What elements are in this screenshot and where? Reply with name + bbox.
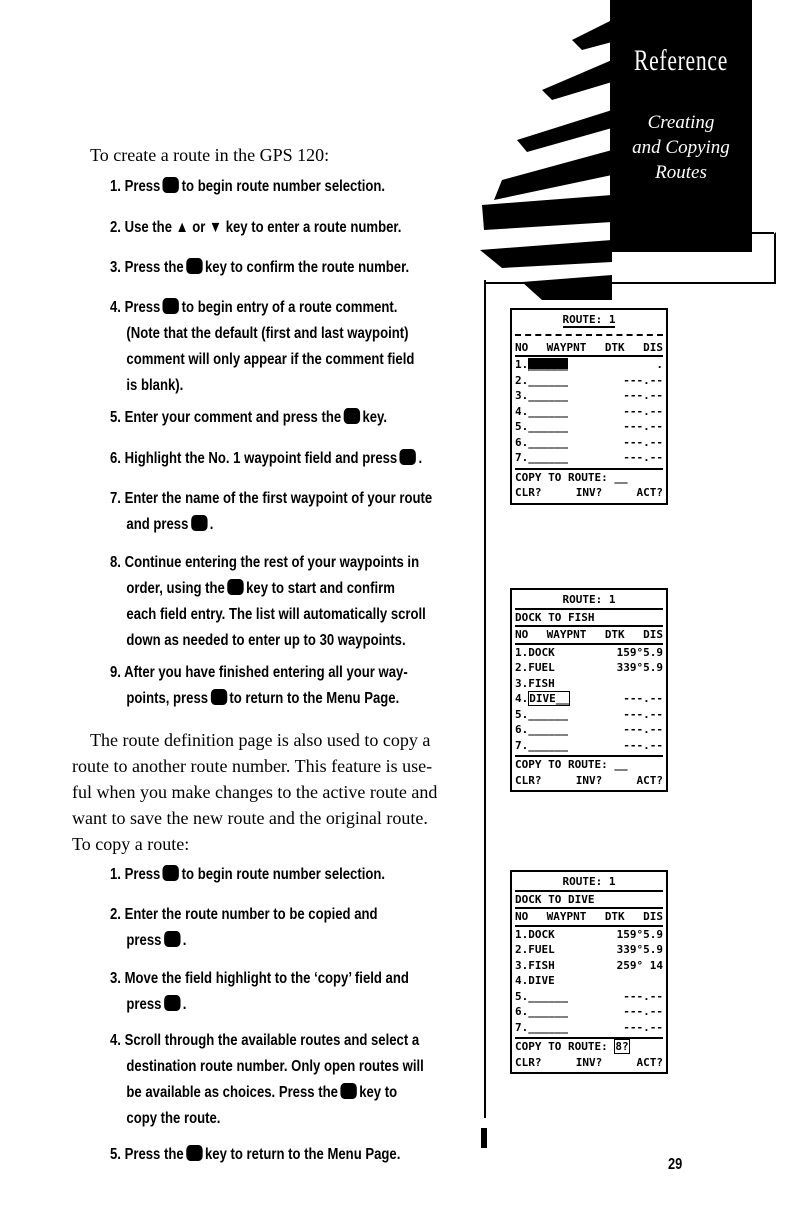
- page-number: 29: [668, 1156, 683, 1173]
- waypoint-row: 6.______ ---.--: [515, 1005, 663, 1018]
- waypoint-row: 1.DOCK 159°5.9: [515, 927, 663, 941]
- create-step-8: 8. Continue entering the rest of your waypoints in order, using the key to start and confirm each field entry. The list will automatically scroll down as needed to enter up to 30 waypoints.: [110, 554, 426, 649]
- key-icon: [344, 408, 360, 424]
- copy-step-4: 4. Scroll through the available routes and select a destination route number. Only open routes will be available as choices. Press the key to copy the route.: [110, 1032, 424, 1127]
- create-intro: To create a route in the GPS 120:: [90, 145, 330, 165]
- screen-footer: CLR? INV? ACT?: [515, 773, 663, 787]
- down-arrow-icon: ▼: [209, 219, 223, 236]
- section-header-tab: [610, 0, 752, 252]
- key-icon: [164, 995, 180, 1011]
- subtitle-line: and Copying: [632, 137, 730, 158]
- screen-footer: CLR? INV? ACT?: [515, 1055, 663, 1069]
- route-screen-2: [510, 588, 668, 792]
- key-icon: [340, 1083, 356, 1099]
- key-icon: [163, 298, 179, 314]
- key-icon: [163, 865, 179, 881]
- copy-field: COPY TO ROUTE: __: [515, 468, 663, 486]
- create-step-6: 6. Highlight the No. 1 waypoint field and press .: [110, 450, 423, 467]
- copy-step-3: 3. Move the field highlight to the ‘copy’ field and press .: [110, 970, 409, 1013]
- waypoint-row: 5.______ ---.--: [515, 420, 663, 433]
- waypoint-row: 7.______ ---.--: [515, 738, 663, 752]
- waypoint-row: 6.______ ---.--: [515, 435, 663, 449]
- waypoint-row: 1.______ .: [515, 358, 663, 371]
- create-step-7: 7. Enter the name of the first waypoint of your route and press .: [110, 490, 433, 533]
- section-subtitle: [610, 110, 752, 185]
- create-step-4: 4. Press to begin entry of a route comment. (Note that the default (first and last waypoint) comment will only appear if the comment field is blank).: [110, 299, 415, 394]
- comment-field: DOCK TO DIVE: [515, 892, 663, 910]
- create-step-3: 3. Press the key to confirm the route number.: [110, 259, 410, 276]
- copy-step-1: 1. Press to begin route number selection.: [110, 866, 386, 883]
- margin-rule-end: [481, 1128, 487, 1148]
- waypoint-row: 7.______ ---.--: [515, 1020, 663, 1034]
- up-arrow-icon: ▲: [175, 219, 189, 236]
- waypoint-row: 1.DOCK 159°5.9: [515, 645, 663, 659]
- screen-footer: CLR? INV? ACT?: [515, 486, 663, 499]
- copy-step-2: 2. Enter the route number to be copied and press .: [110, 906, 378, 949]
- key-icon: [164, 931, 180, 947]
- column-headers: NO WAYPNT DTK DIS: [515, 340, 663, 358]
- column-headers: NO WAYPNT DTK DIS: [515, 909, 663, 927]
- key-icon: [186, 258, 202, 274]
- route-screen-3: [510, 870, 668, 1074]
- copy-step-5: 5. Press the key to return to the Menu Page.: [110, 1146, 401, 1163]
- waypoint-row: 3.FISH 259° 14: [515, 958, 663, 972]
- screen-title: ROUTE: 1: [562, 313, 616, 326]
- key-icon: [227, 579, 243, 595]
- create-step-9: 9. After you have finished entering all your way- points, press to return to the Menu Page.: [110, 664, 408, 707]
- key-icon: [211, 689, 227, 705]
- copy-field: COPY TO ROUTE: 8?: [515, 1037, 663, 1055]
- section-title: Reference: [633, 44, 729, 77]
- header-bracket-top: [752, 232, 774, 234]
- screen-title: ROUTE: 1: [562, 875, 616, 888]
- key-icon: [400, 449, 416, 465]
- key-icon: [186, 1145, 202, 1161]
- comment-field: DOCK TO FISH: [515, 610, 663, 628]
- waypoint-row: 7.______ ---.--: [515, 451, 663, 464]
- waypoint-row: 6.______ ---.--: [515, 723, 663, 736]
- route-screen-1: [510, 308, 668, 505]
- waypoint-row: 5.______ ---.--: [515, 989, 663, 1003]
- waypoint-row: 4.______ ---.--: [515, 404, 663, 418]
- waypoint-row: 3.FISH: [515, 676, 555, 690]
- create-step-5: 5. Enter your comment and press the key.: [110, 409, 388, 426]
- waypoint-row: 5.______ ---.--: [515, 707, 663, 721]
- comment-field-empty: [515, 328, 663, 336]
- column-headers: NO WAYPNT DTK DIS: [515, 627, 663, 645]
- margin-rule: [484, 280, 486, 1118]
- waypoint-row: 4.DIVE: [515, 974, 555, 987]
- waypoint-row: 4.DIVE__ ---.--: [515, 692, 663, 705]
- copy-field: COPY TO ROUTE: __: [515, 755, 663, 773]
- header-bracket: [484, 232, 776, 284]
- waypoint-row: 2.FUEL 339°5.9: [515, 943, 663, 956]
- waypoint-row: 2.FUEL 339°5.9: [515, 661, 663, 674]
- create-step-1: 1. Press to begin route number selection.: [110, 178, 386, 195]
- waypoint-row: 3.______ ---.--: [515, 389, 663, 402]
- key-icon: [163, 177, 179, 193]
- key-icon: [191, 515, 207, 531]
- screen-title: ROUTE: 1: [562, 593, 616, 606]
- copy-paragraph: The route definition page is also used to copy a route to another route number. This feature is use- ful when you make changes to the active route and want to save the new route and the original route. To copy a route:: [72, 730, 438, 854]
- subtitle-line: Creating: [647, 112, 715, 133]
- subtitle-line: Routes: [655, 162, 707, 183]
- create-step-2: 2. Use the ▲ or ▼ key to enter a route number.: [110, 219, 402, 236]
- waypoint-row: 2.______ ---.--: [515, 373, 663, 387]
